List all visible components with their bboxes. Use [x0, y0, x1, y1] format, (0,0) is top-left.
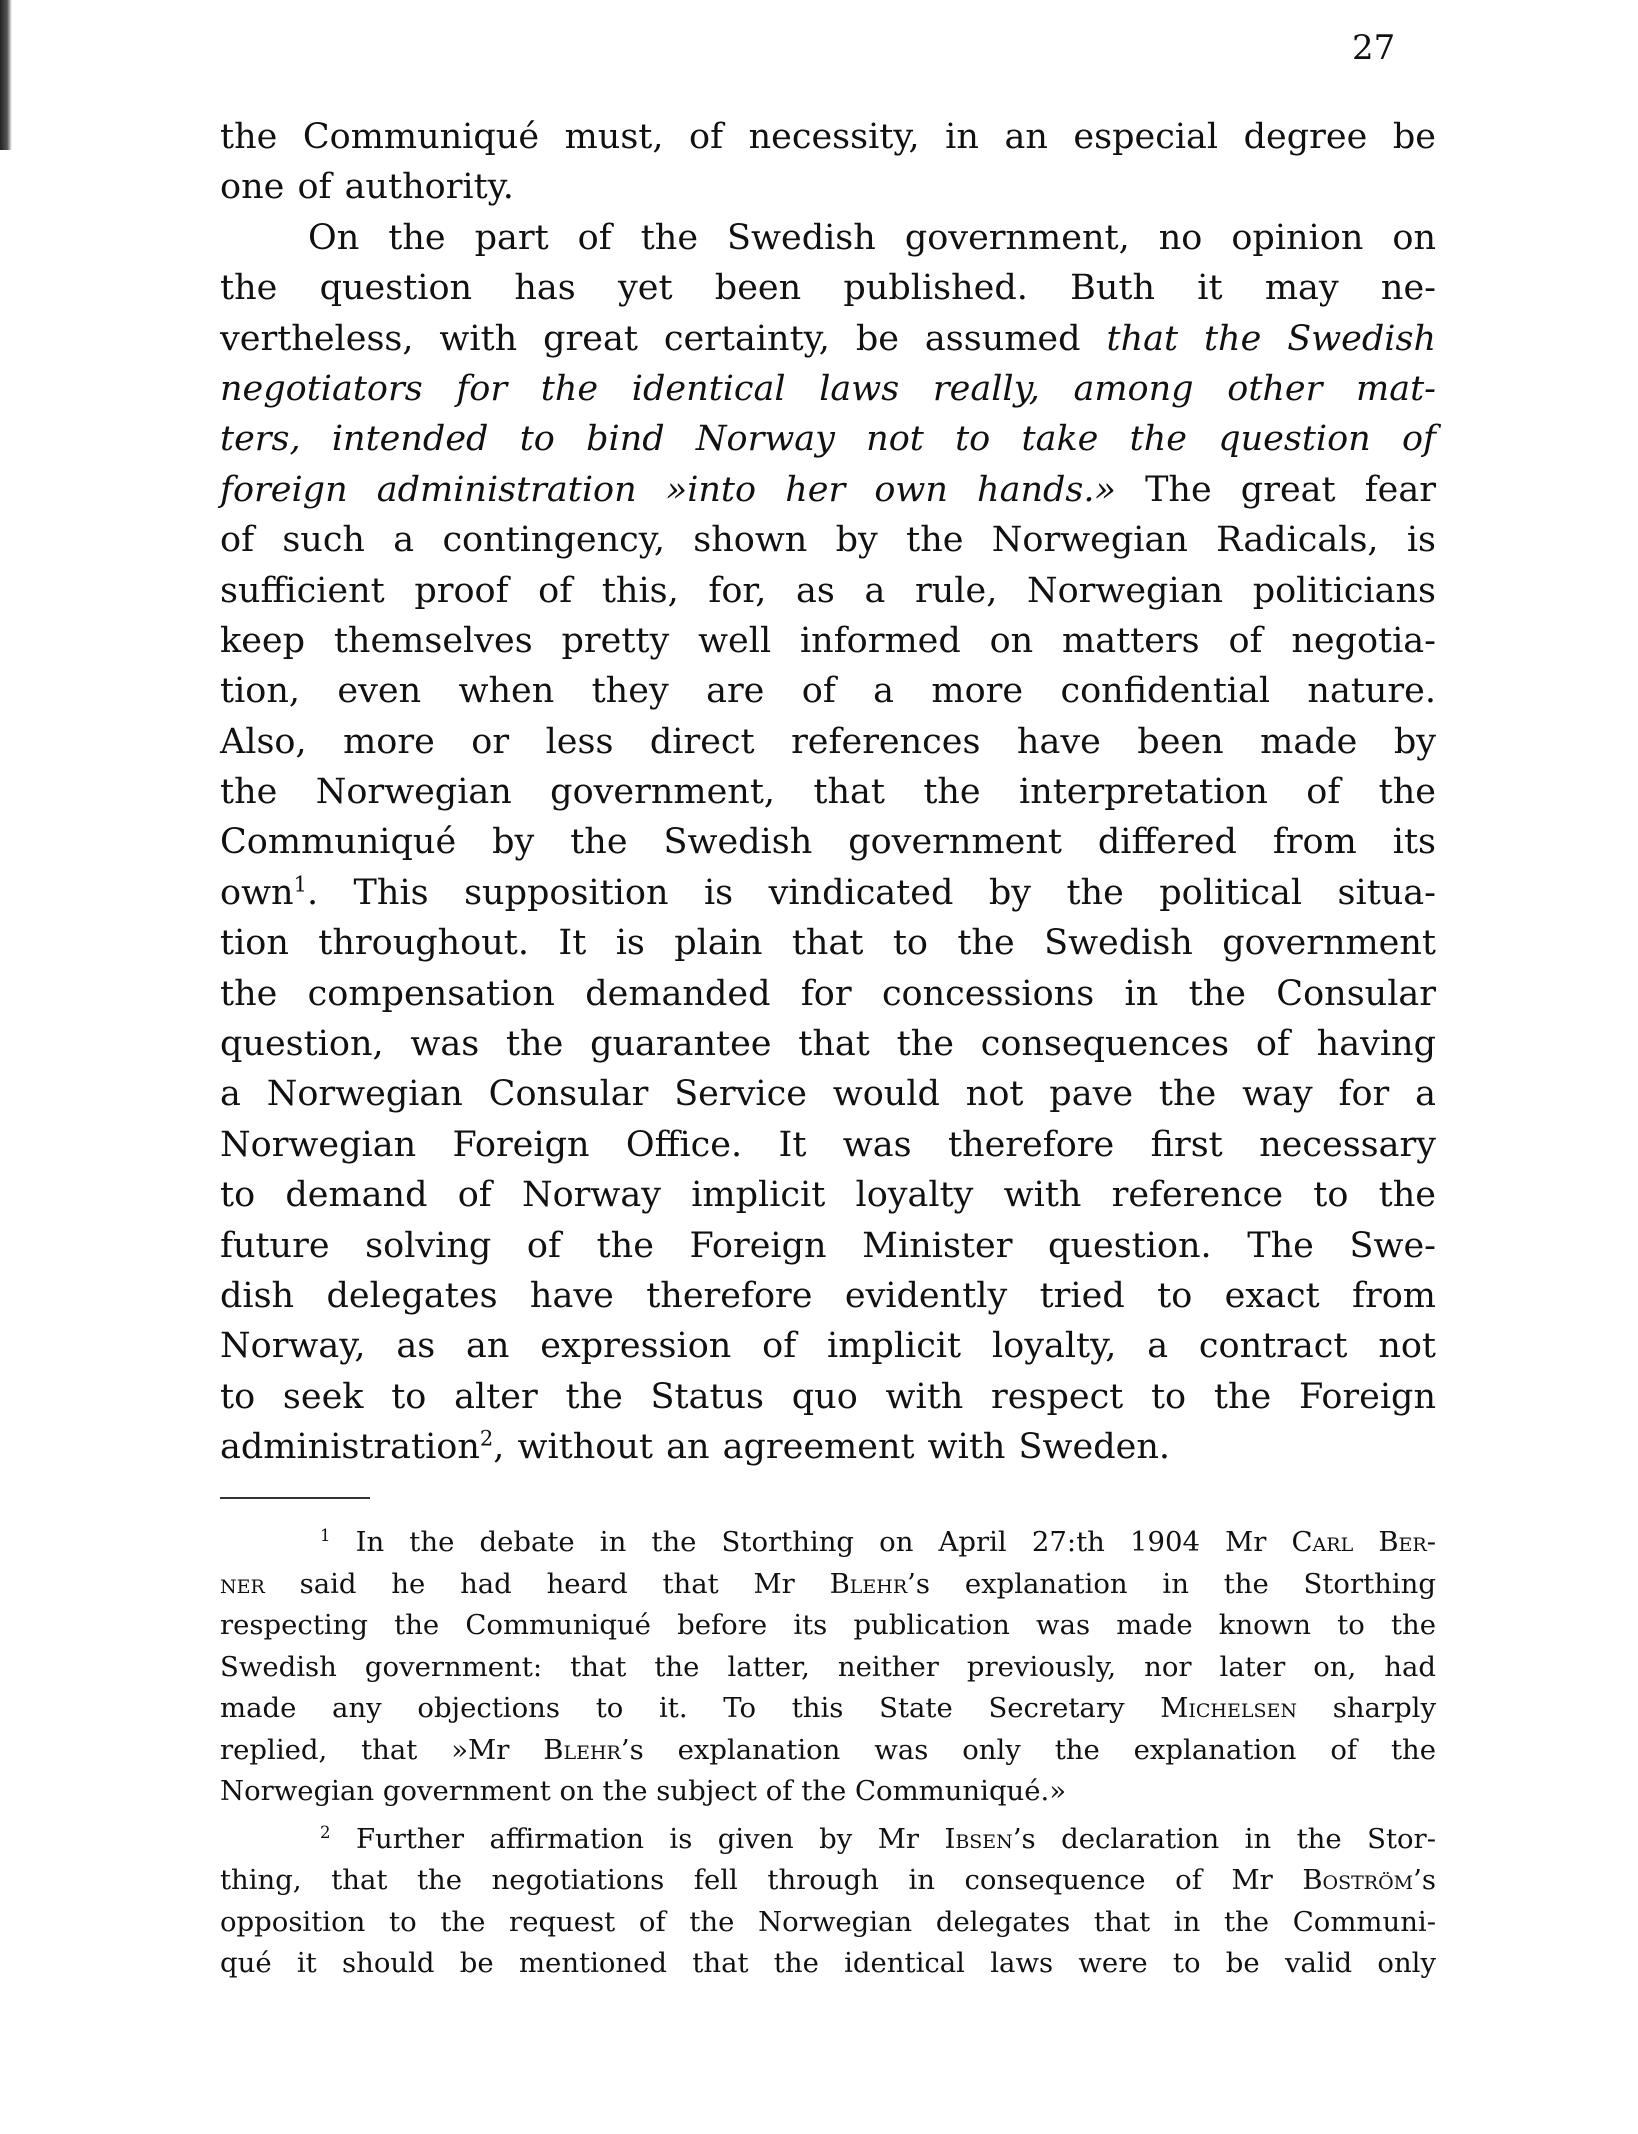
text-span: ’s explanation in the Storthing [907, 1567, 1436, 1600]
text-line [220, 314, 1436, 364]
text-line [220, 112, 1436, 162]
text-span: ’s [1413, 1864, 1436, 1896]
text-span: replied, that »Mr [220, 1733, 544, 1766]
text-span: Blehr [829, 1567, 908, 1600]
text-line [220, 465, 1436, 515]
text-span: to seek to alter the Status quo with respect to the Foreign [220, 1376, 1436, 1417]
text-span: foreign administration »into her own hands.» [220, 469, 1116, 510]
text-span: keep themselves pretty well informed on matters of negotia- [220, 620, 1436, 661]
text-span: a Norwegian Consular Service would not pave the way for a [220, 1074, 1436, 1115]
footnote-line [220, 1730, 1436, 1772]
text-line [220, 566, 1436, 616]
text-line [220, 1321, 1436, 1371]
text-span: On the part of the Swedish government, no opinion on [308, 217, 1436, 258]
text-span: opposition to the request of the Norwegian delegates that in the Communi- [220, 1905, 1436, 1938]
text-span: of such a contingency, shown by the Norwegian Radicals, is [220, 520, 1436, 561]
text-span: ters, intended to bind Norway not to take the question of [220, 419, 1436, 460]
text-line [220, 515, 1436, 565]
text-span: tion throughout. It is plain that to the Swedish government [220, 923, 1436, 964]
text-span: own [220, 872, 294, 913]
footnote-line [220, 1943, 1436, 1985]
text-span: . This supposition is vindicated by the political situa- [306, 872, 1436, 913]
text-line [220, 868, 1436, 918]
text-span: one of authority. [220, 167, 514, 208]
text-span: Communiqué by the Swedish government differed from its [220, 822, 1436, 863]
text-line [220, 1170, 1436, 1220]
text-line [220, 666, 1436, 716]
text-span: The great fear [1115, 469, 1436, 510]
body-text [220, 112, 1436, 1473]
footnote-line [220, 1647, 1436, 1689]
text-line [220, 817, 1436, 867]
text-span: made any objections to it. To this State Secretary [220, 1692, 1161, 1724]
text-line [220, 1120, 1436, 1170]
text-span: In the debate in the Storthing on April 27:th 1904 Mr [330, 1526, 1292, 1558]
text-span: said he had heard that Mr [264, 1567, 830, 1600]
footnote-1 [220, 1522, 1436, 1813]
text-span: Norwegian Foreign Office. It was therefore first necessary [220, 1124, 1436, 1165]
text-span: , without an agreement with Sweden. [493, 1427, 1170, 1468]
text-span: that the Swedish [1106, 318, 1436, 359]
text-line [220, 213, 1436, 263]
text-line [220, 767, 1436, 817]
text-span: Ibsen [944, 1822, 1013, 1855]
text-span: Norway, as an expression of implicit loyalty, a contract not [220, 1326, 1436, 1367]
text-line [220, 1372, 1436, 1422]
text-line [220, 616, 1436, 666]
text-span: Swedish government: that the latter, neither previously, nor later on, had [220, 1650, 1436, 1683]
text-span: Also, more or less direct references have been made by [220, 721, 1436, 762]
text-span: thing, that the negotiations fell through in consequence of Mr [220, 1864, 1303, 1896]
text-span: respecting the Communiqué before its publication was made known to the [220, 1609, 1436, 1641]
footnote-line [220, 1860, 1436, 1902]
text-line [220, 1221, 1436, 1271]
text-span: Blehr [543, 1733, 621, 1766]
text-span: dish delegates have therefore evidently tried to exact from [220, 1275, 1436, 1316]
text-line [220, 717, 1436, 767]
text-line [220, 162, 1436, 212]
text-line [220, 263, 1436, 313]
text-span: administration [220, 1427, 480, 1468]
text-span: ner [220, 1567, 265, 1600]
footnote-line [220, 1771, 1436, 1813]
footnotes [220, 1522, 1436, 1985]
text-line [220, 414, 1436, 464]
text-line [220, 1422, 1436, 1472]
text-span: the Norwegian government, that the interpretation of the [220, 772, 1436, 813]
text-line [220, 1019, 1436, 1069]
footnote-line [220, 1688, 1436, 1730]
text-span: the question has yet been published. Buth it may ne- [220, 268, 1436, 309]
text-span: sharply [1297, 1692, 1437, 1724]
footnote-2 [220, 1819, 1436, 1985]
text-line [220, 969, 1436, 1019]
footnote-line [220, 1902, 1436, 1944]
text-line [220, 918, 1436, 968]
footnote-line [220, 1522, 1436, 1564]
text-line [220, 1271, 1436, 1321]
text-span: future solving of the Foreign Minister question. The Swe- [220, 1225, 1436, 1266]
text-span: ’s declaration in the Stor- [1012, 1822, 1436, 1855]
text-span: Further affirmation is given by Mr [330, 1822, 945, 1855]
text-span: question, was the guarantee that the consequences of having [220, 1024, 1436, 1065]
text-span: negotiators for the identical laws really, among other mat- [220, 368, 1436, 409]
text-line [220, 364, 1436, 414]
text-line [220, 1069, 1436, 1119]
text-span: Norwegian government on the subject of the Communiqué.» [220, 1775, 1067, 1807]
text-span: the compensation demanded for concessions in the Consular [220, 973, 1436, 1014]
text-span: Michelsen [1160, 1692, 1297, 1724]
footnote-line [220, 1819, 1436, 1861]
scan-edge-artifact [0, 0, 12, 150]
footnote-marker[interactable]: 1 [293, 872, 307, 897]
footnote-line [220, 1564, 1436, 1606]
text-span: ’s explanation was only the explanation of the [620, 1733, 1437, 1766]
footnote-marker[interactable]: 2 [479, 1426, 494, 1451]
text-span: qué it should be mentioned that the identical laws were to be valid only [220, 1947, 1436, 1979]
text-span: Carl Ber- [1291, 1526, 1436, 1558]
footnote-line [220, 1605, 1436, 1647]
text-span: to demand of Norway implicit loyalty with reference to the [220, 1175, 1436, 1216]
text-span: sufficient proof of this, for, as a rule, Norwegian politicians [220, 570, 1436, 611]
text-span: vertheless, with great certainty, be assumed [220, 318, 1107, 359]
page-number: 27 [1352, 28, 1396, 68]
footnote-marker[interactable]: 2 [320, 1822, 331, 1842]
text-span: the Communiqué must, of necessity, in an especial degree be [220, 117, 1436, 157]
footnote-marker[interactable]: 1 [320, 1525, 331, 1545]
text-span: tion, even when they are of a more confidential nature. [220, 671, 1436, 712]
footnote-separator [220, 1497, 370, 1499]
text-span: Boström [1302, 1864, 1414, 1896]
